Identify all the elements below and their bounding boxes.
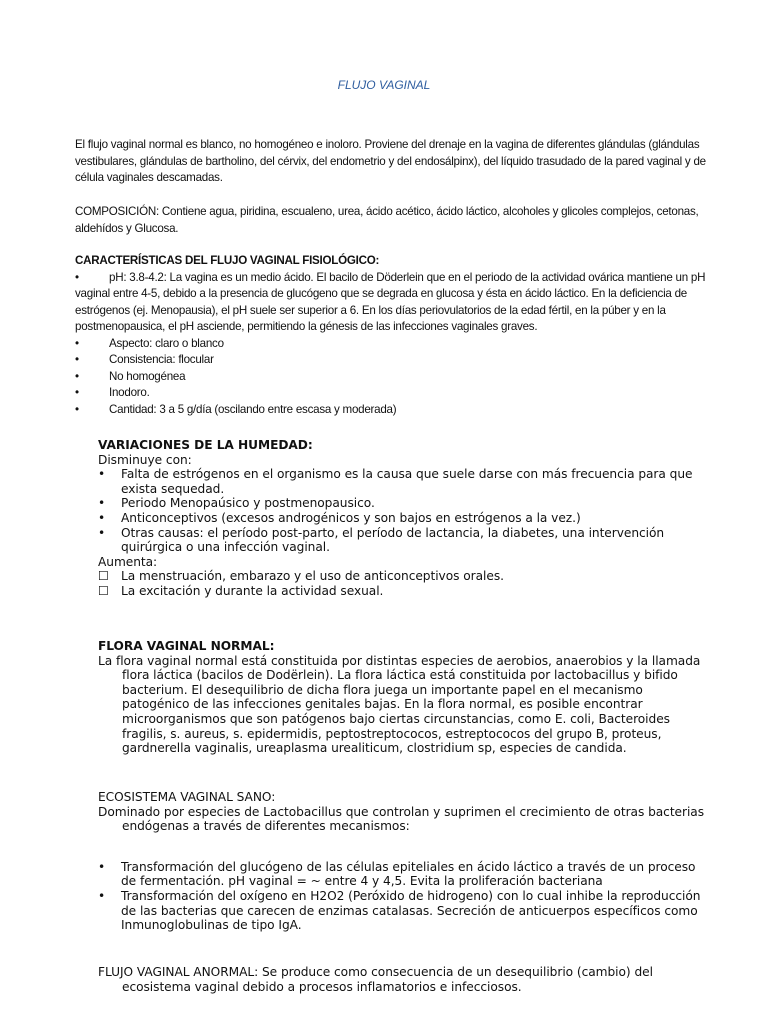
decrease-label: Disminuye con:: [98, 452, 192, 467]
bullet-icon: •: [98, 888, 106, 903]
characteristic-item: [75, 352, 713, 369]
characteristics-heading: CARACTERÍSTICAS DEL FLUJO VAGINAL FISIOLÓGICO:: [75, 254, 380, 267]
increase-item-text: La menstruación, embarazo y el uso de anticonceptivos orales.: [121, 569, 504, 584]
decrease-item-text: Falta de estrógenos en el organismo es la causa que suele darse con más frecuencia para que exista sequedad.: [121, 467, 693, 496]
ecosystem-item: [98, 889, 710, 933]
characteristic-text: pH: 3.8-4.2: La vagina es un medio ácido. El bacilo de Döderlein que en el periodo de la actividad ovárica mantiene un pH vaginal entre 4-5, debido a la presencia de glucógeno que se degrada en glucosa y ésta en ácido láctico. En la deficiencia de estrógenos (ej. Menopausia), el pH suele ser superior a 6. En los días periovulatorios de la edad fértil, en la púber y en la postmenopausica, el pH asciende, permitiendo la génesis de las infecciones vaginales graves.: [75, 270, 706, 333]
intro-paragraph: [75, 137, 713, 187]
decrease-item-text: Periodo Menopaúsico y postmenopausico.: [121, 496, 375, 511]
bullet-icon: •: [98, 859, 106, 874]
bullet-icon: •: [75, 369, 79, 383]
flora-text: La flora vaginal normal está constituida por distintas especies de aerobios, anaerobios y la llamada flora láctica (bacilos de Dodërlein). La flora láctica está constituida por lactobacillus y bifido bacterium. El desequilibrio de dicha flora juega un importante papel en el mecanismo patogénico de las infecciones genitales bajas. En la flora normal, es posible encontrar microorganismos que son patógenos bajo ciertas circunstancias, como E. coli, Bacteroides fragilis, s. aureus, s. epidermidis, peptostreptococos, estreptococos del grupo B, proteus, gardnerella vaginalis, ureaplasma urealiticum, clostridium sp, especies de candida.: [98, 653, 701, 756]
decrease-item-text: Anticonceptivos (excesos androgénicos y son bajos en estrógenos a la vez.): [121, 510, 581, 525]
ecosystem-item-text: Transformación del glucógeno de las células epiteliales en ácido láctico a través de un proceso de fermentación. pH vaginal = ~ entre 4 y 4,5. Evita la proliferación bacteriana: [121, 859, 696, 889]
characteristic-item: [75, 385, 713, 402]
characteristic-item: [75, 369, 713, 386]
characteristic-item: [75, 270, 713, 336]
characteristic-item: [75, 402, 713, 419]
characteristic-text: No homogénea: [109, 369, 186, 383]
bullet-icon: •: [75, 386, 79, 399]
decrease-item: [98, 511, 710, 526]
ecosystem-item: [98, 860, 710, 889]
decrease-item: [98, 496, 710, 511]
flora-heading: FLORA VAGINAL NORMAL:: [98, 639, 275, 653]
bullet-icon: •: [98, 467, 106, 482]
decrease-item: [98, 467, 710, 496]
characteristic-text: Inodoro.: [109, 386, 150, 399]
increase-item-text: La excitación y durante la actividad sexual.: [121, 583, 384, 598]
flora-section: [98, 639, 710, 756]
humidity-section: [98, 438, 710, 599]
ecosystem-heading: ECOSISTEMA VAGINAL SANO:: [98, 790, 276, 804]
characteristic-text: Cantidad: 3 a 5 g/día (oscilando entre escasa y moderada): [109, 402, 397, 416]
ecosystem-text: Dominado por especies de Lactobacillus que controlan y suprimen el crecimiento de otras bacterias endógenas a través de diferentes mecanismos:: [98, 804, 705, 834]
ecosystem-section: [98, 790, 710, 933]
bullet-icon: •: [75, 402, 79, 416]
characteristic-item: [75, 336, 713, 353]
characteristics-section: [75, 253, 713, 418]
composition-paragraph: [75, 204, 713, 237]
intro-text: El flujo vaginal normal es blanco, no homogéneo e inoloro. Proviene del drenaje en la vagina de diferentes glándulas (glándulas vestibulares, glándulas de bartholino, del cérvix, del endometrio y del endosálpinx), del líquido trasudado de la pared vaginal y de célula vaginales descamadas.: [75, 138, 706, 184]
decrease-item-text: Otras causas: el período post-parto, el período de lactancia, la diabetes, una intervención quirúrgica o una infección vaginal.: [121, 525, 665, 555]
composition-text: COMPOSICIÓN: Contiene agua, piridina, escualeno, urea, ácido acético, ácido láctico, alcoholes y glicoles complejos, cetonas, aldehídos y Glucosa.: [75, 205, 699, 235]
bullet-icon: •: [75, 270, 79, 284]
humidity-heading: VARIACIONES DE LA HUMEDAD:: [98, 438, 313, 452]
increase-item: [98, 569, 710, 584]
characteristic-text: Consistencia: flocular: [109, 353, 214, 366]
abnormal-section: [98, 965, 710, 994]
increase-item: [98, 584, 710, 599]
document-title: FLUJO VAGINAL: [337, 78, 431, 92]
bullet-icon: •: [98, 525, 106, 540]
characteristic-text: Aspecto: claro o blanco: [109, 336, 224, 350]
ecosystem-item-text: Transformación del oxígeno en H2O2 (Peróxido de hidrogeno) con lo cual inhibe la reproducción de las bacterias que carecen de enzimas catalasas. Secreción de anticuerpos específicos como Inmunoglobulinas de tipo IgA.: [121, 888, 701, 933]
bullet-icon: •: [75, 353, 79, 366]
bullet-icon: •: [98, 496, 106, 511]
bullet-icon: •: [75, 336, 79, 350]
abnormal-text: FLUJO VAGINAL ANORMAL: Se produce como consecuencia de un desequilibrio (cambio) del ecosistema vaginal debido a procesos inflamatorios e infecciosos.: [98, 965, 653, 994]
decrease-item: [98, 526, 710, 555]
checkbox-icon: ☐: [98, 583, 109, 598]
checkbox-icon: ☐: [98, 569, 109, 584]
bullet-icon: •: [98, 510, 106, 525]
increase-label: Aumenta:: [98, 554, 158, 569]
